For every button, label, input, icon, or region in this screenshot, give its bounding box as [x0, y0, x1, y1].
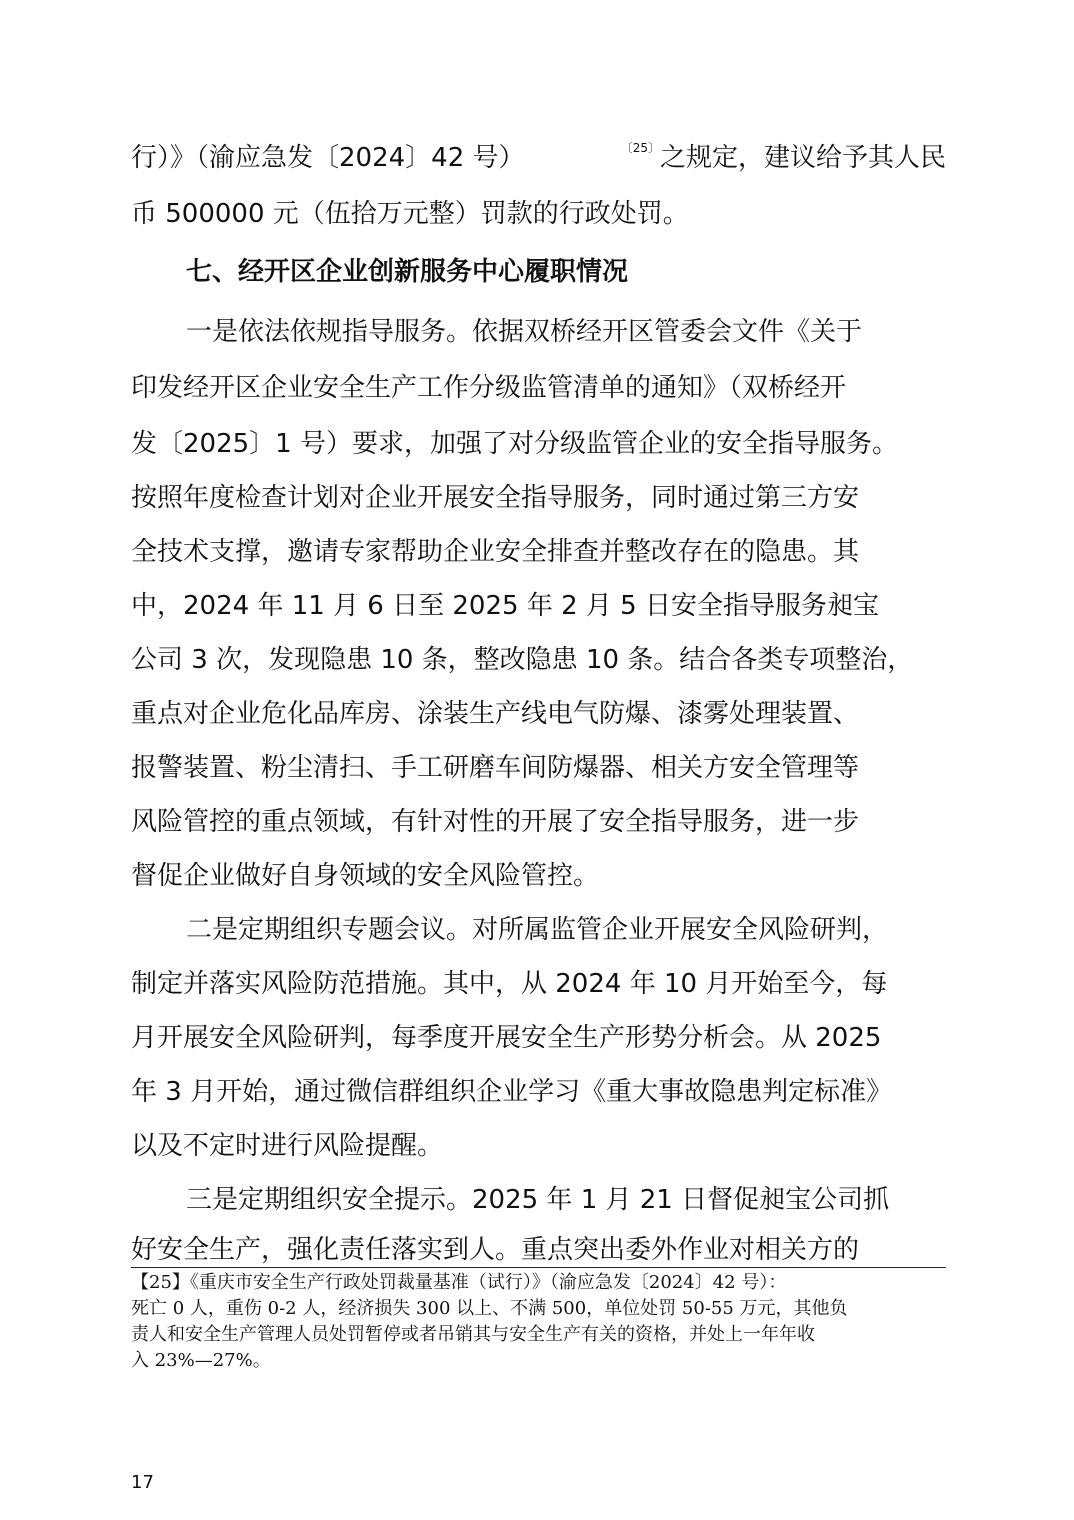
- body-line: 公司 3 次，发现隐患 10 条，整改隐患 10 条。结合各类专项整治，: [131, 645, 914, 675]
- paragraph-first-line: 三是定期组织安全提示。2025 年 1 月 21 日督促昶宝公司抓: [186, 1185, 890, 1215]
- footnote-line: 【25】《重庆市安全生产行政处罚裁量基准（试行）》（渝应急发〔2024〕42 号）：: [131, 1272, 787, 1293]
- body-line: 风险管控的重点领域，有针对性的开展了安全指导服务，进一步: [131, 807, 860, 837]
- footnote-line: 责人和安全生产管理人员处罚暂停或者吊销其与安全生产有关的资格，并处上一年年收: [131, 1324, 815, 1345]
- body-line: 发〔2025〕1 号）要求，加强了对分级监管企业的安全指导服务。: [131, 429, 898, 459]
- body-line: 年 3 月开始，通过微信群组织企业学习《重大事故隐患判定标准》: [131, 1077, 893, 1107]
- paragraph-first-line: 一是依法依规指导服务。依据双桥经开区管委会文件《关于: [186, 317, 863, 347]
- page-number: 17: [131, 1472, 154, 1493]
- body-line: 中，2024 年 11 月 6 日至 2025 年 2 月 5 日安全指导服务昶宝: [131, 591, 879, 621]
- body-line: 督促企业做好自身领域的安全风险管控。: [131, 861, 600, 891]
- line-text-post-group: [621, 138, 946, 178]
- body-line: 报警装置、粉尘清扫、手工研磨车间防爆器、相关方安全管理等: [131, 753, 860, 783]
- body-line: [131, 194, 946, 234]
- footnote-line: 入 23%—27%。: [131, 1350, 271, 1371]
- section-heading: 七、经开区企业创新服务中心履职情况: [186, 257, 629, 287]
- footnote-reference: 〔25〕: [620, 141, 660, 155]
- line-text: 币 500000 元（伍拾万元整）罚款的行政处罚。: [131, 199, 689, 229]
- paragraph-first-line: 二是定期组织专题会议。对所属监管企业开展安全风险研判，: [186, 915, 889, 945]
- footnote-separator: [131, 1267, 946, 1268]
- body-line: 按照年度检查计划对企业开展安全指导服务，同时通过第三方安: [131, 483, 860, 513]
- body-line: 月开展安全风险研判，每季度开展安全生产形势分析会。从 2025: [131, 1023, 882, 1053]
- body-line: 以及不定时进行风险提醒。: [131, 1131, 444, 1161]
- footnote-line: 死亡 0 人，重伤 0-2 人，经济损失 300 以上、不满 500，单位处罚 50-55 万元，其他负: [131, 1298, 848, 1319]
- body-line: 制定并落实风险防范措施。其中，从 2024 年 10 月开始至今，每: [131, 969, 888, 999]
- line-text-post: 之规定，建议给予其人民: [659, 143, 946, 173]
- body-line: 全技术支撑，邀请专家帮助企业安全排查并整改存在的隐患。其: [131, 537, 860, 567]
- body-line: 重点对企业危化品库房、涂装生产线电气防爆、漆雾处理装置、: [131, 699, 860, 729]
- body-line: 好安全生产，强化责任落实到人。重点突出委外作业对相关方的: [131, 1235, 860, 1265]
- body-line: 印发经开区企业安全生产工作分级监管清单的通知》（双桥经开: [131, 373, 847, 403]
- body-line: [131, 138, 946, 178]
- line-text-pre: 行）》（渝应急发〔2024〕42 号）: [131, 143, 525, 173]
